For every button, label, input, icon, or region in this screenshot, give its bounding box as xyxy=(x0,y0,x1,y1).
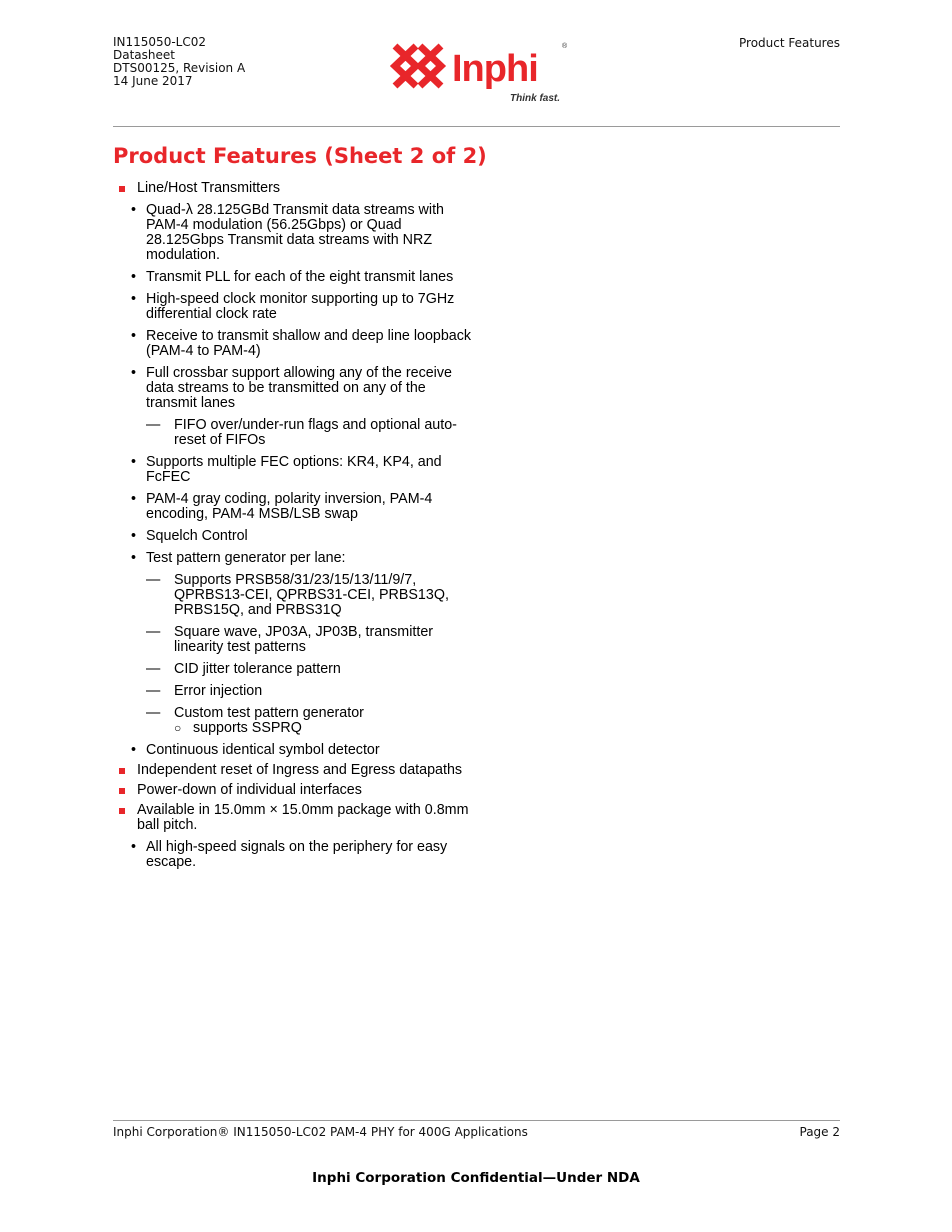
feature-item-level-2 xyxy=(113,840,473,870)
feature-item-text: High-speed clock monitor supporting up to 7GHz differential clock rate xyxy=(146,291,455,322)
feature-item-level-3 xyxy=(113,662,473,677)
bullet-dot-icon: • xyxy=(131,269,137,285)
feature-item-level-1 xyxy=(113,783,473,798)
feature-item-text: Full crossbar support allowing any of the receive data streams to be transmitted on any of the transmit lanes xyxy=(146,365,452,411)
red-square-bullet-icon xyxy=(119,186,125,192)
confidential-notice: Inphi Corporation Confidential—Under NDA xyxy=(312,1170,640,1186)
doc-revision: DTS00125, Revision A xyxy=(113,61,246,75)
feature-item-text: Error injection xyxy=(174,683,263,699)
feature-item-text: All high-speed signals on the periphery for easy escape. xyxy=(146,839,448,870)
red-square-bullet-icon xyxy=(119,808,125,814)
feature-item-level-4 xyxy=(113,721,473,736)
feature-item-text: Supports multiple FEC options: KR4, KP4, and FcFEC xyxy=(146,454,442,485)
feature-item-text: Custom test pattern generator xyxy=(174,705,364,721)
feature-item-level-2 xyxy=(113,743,473,758)
feature-item-text: Independent reset of Ingress and Egress datapaths xyxy=(137,762,463,778)
feature-item-text: CID jitter tolerance pattern xyxy=(174,661,341,677)
bullet-dot-icon: • xyxy=(131,839,137,855)
feature-item-level-2 xyxy=(113,529,473,544)
footer-divider xyxy=(113,1120,840,1121)
feature-item-text: Power-down of individual interfaces xyxy=(137,782,362,798)
feature-item-level-3 xyxy=(113,625,473,655)
document-header-info xyxy=(113,36,245,88)
bullet-dot-icon: • xyxy=(131,491,137,507)
page-number: Page 2 xyxy=(799,1125,840,1139)
doc-type: Datasheet xyxy=(113,48,175,62)
feature-item-level-1 xyxy=(113,181,473,196)
feature-item-level-2 xyxy=(113,203,473,263)
bullet-dot-icon: • xyxy=(131,550,137,566)
em-dash-bullet-icon: — xyxy=(146,624,161,640)
feature-item-text: Quad-λ 28.125GBd Transmit data streams with PAM-4 modulation (56.25Gbps) or Quad 28.125Gbps Transmit data streams with NRZ modulation. xyxy=(146,202,444,263)
bullet-dot-icon: • xyxy=(131,291,137,307)
bullet-dot-icon: • xyxy=(131,454,137,470)
feature-item-text: supports SSPRQ xyxy=(193,720,302,736)
feature-item-level-2 xyxy=(113,492,473,522)
inphi-mark-icon xyxy=(395,46,441,86)
feature-item-text: Continuous identical symbol detector xyxy=(146,742,380,758)
feature-item-text: PAM-4 gray coding, polarity inversion, PAM-4 encoding, PAM-4 MSB/LSB swap xyxy=(146,491,433,522)
feature-item-level-3 xyxy=(113,706,473,721)
feature-item-level-3 xyxy=(113,573,473,618)
em-dash-bullet-icon: — xyxy=(146,572,161,588)
feature-item-level-1 xyxy=(113,763,473,778)
page-title: Product Features (Sheet 2 of 2) xyxy=(113,144,487,168)
feature-item-level-2 xyxy=(113,366,473,411)
em-dash-bullet-icon: — xyxy=(146,705,161,721)
footer-product-line: Inphi Corporation® IN115050-LC02 PAM-4 PHY for 400G Applications xyxy=(113,1125,528,1139)
logo-wordmark: Inphi xyxy=(452,48,538,90)
bullet-dot-icon: • xyxy=(131,202,137,218)
feature-item-text: Squelch Control xyxy=(146,528,248,544)
logo-tagline: Think fast. xyxy=(510,93,561,104)
feature-list xyxy=(113,181,473,870)
header-section-name: Product Features xyxy=(739,36,840,50)
em-dash-bullet-icon: — xyxy=(146,417,161,433)
doc-part-number: IN115050-LC02 xyxy=(113,35,206,49)
feature-item-text: Square wave, JP03A, JP03B, transmitter linearity test patterns xyxy=(174,624,434,655)
feature-item-level-2 xyxy=(113,551,473,566)
feature-item-text: Test pattern generator per lane: xyxy=(146,550,346,566)
feature-item-text: Line/Host Transmitters xyxy=(137,180,281,196)
bullet-dot-icon: • xyxy=(131,328,137,344)
red-square-bullet-icon xyxy=(119,788,125,794)
feature-item-level-2 xyxy=(113,455,473,485)
inphi-logo xyxy=(390,38,570,108)
circle-bullet-icon: ○ xyxy=(174,721,182,735)
em-dash-bullet-icon: — xyxy=(146,683,161,699)
feature-item-level-2 xyxy=(113,292,473,322)
doc-date: 14 June 2017 xyxy=(113,74,193,88)
header-divider xyxy=(113,126,840,127)
bullet-dot-icon: • xyxy=(131,528,137,544)
feature-item-text: Transmit PLL for each of the eight transmit lanes xyxy=(146,269,454,285)
feature-item-text: FIFO over/under-run flags and optional auto-reset of FIFOs xyxy=(174,417,457,448)
feature-item-level-2 xyxy=(113,329,473,359)
feature-item-level-2 xyxy=(113,270,473,285)
feature-item-level-3 xyxy=(113,684,473,699)
feature-item-level-1 xyxy=(113,803,473,833)
bullet-dot-icon: • xyxy=(131,365,137,381)
feature-item-text: Supports PRSB58/31/23/15/13/11/9/7, QPRBS13-CEI, QPRBS31-CEI, PRBS13Q, PRBS15Q, and PRBS31Q xyxy=(174,572,449,618)
feature-item-level-3 xyxy=(113,418,473,448)
svg-text:®: ® xyxy=(562,43,568,50)
feature-item-text: Receive to transmit shallow and deep line loopback (PAM-4 to PAM-4) xyxy=(146,328,472,359)
red-square-bullet-icon xyxy=(119,768,125,774)
bullet-dot-icon: • xyxy=(131,742,137,758)
feature-item-text: Available in 15.0mm × 15.0mm package with 0.8mm ball pitch. xyxy=(137,802,469,833)
em-dash-bullet-icon: — xyxy=(146,661,161,677)
